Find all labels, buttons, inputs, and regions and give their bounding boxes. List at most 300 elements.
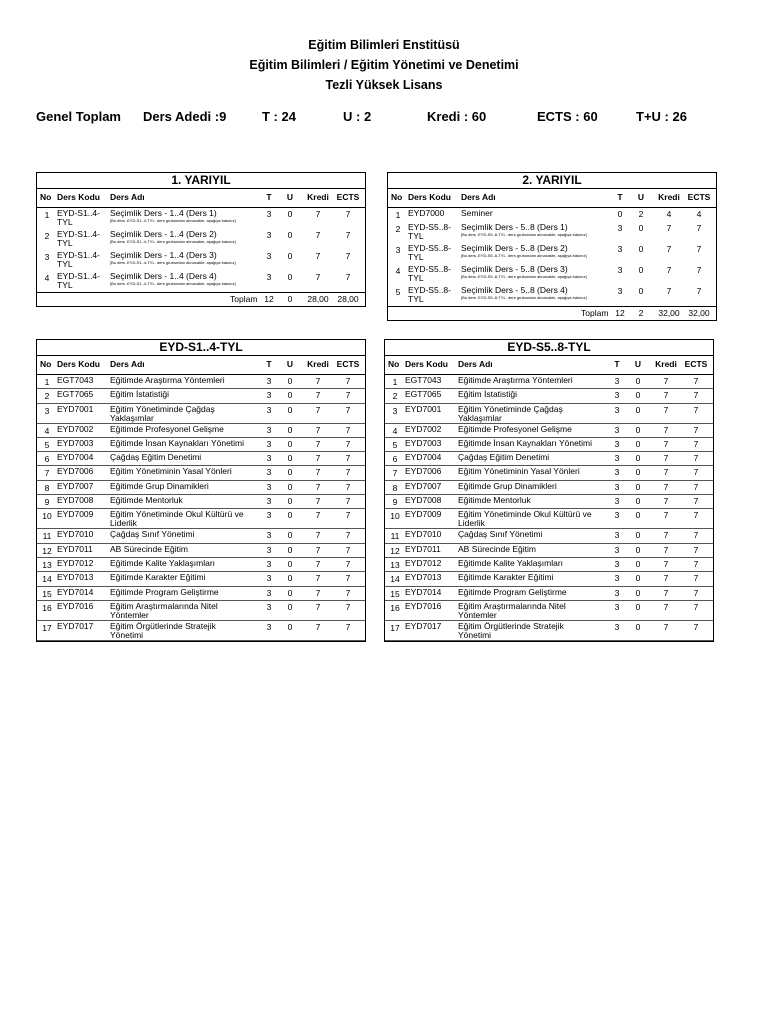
table-row — [37, 544, 365, 558]
course-ects: 7 — [693, 530, 699, 541]
row-no: 10 — [42, 511, 52, 522]
header-kredi: Kredi — [658, 192, 680, 202]
course-kredi: 7 — [315, 544, 321, 555]
course-u: 0 — [638, 265, 644, 275]
table-row — [37, 509, 365, 529]
course-code: EYD7006 — [57, 466, 94, 477]
course-name: Çağdaş Eğitim Denetimi — [458, 452, 550, 463]
course-kredi: 7 — [315, 481, 321, 492]
course-kredi: 7 — [315, 376, 321, 386]
row-no: 12 — [390, 545, 400, 556]
course-name: Eğitim Yönetiminde Çağdaş Yaklaşımlar — [110, 403, 215, 423]
row-no: 16 — [42, 602, 52, 613]
course-name: Eğitimde Karakter Eğitimi — [110, 572, 206, 583]
course-u: 0 — [635, 404, 641, 415]
course-kredi: 7 — [663, 438, 669, 449]
row-no: 6 — [392, 454, 398, 465]
course-u: 0 — [635, 438, 641, 449]
row-no: 15 — [390, 588, 400, 599]
course-code: EYD7003 — [57, 437, 94, 448]
course-code: EYD7013 — [405, 572, 442, 583]
row-no: 10 — [390, 511, 400, 522]
course-code: EYD7003 — [405, 437, 442, 448]
total-ects: 28,00 — [337, 294, 359, 304]
course-kredi: 7 — [315, 209, 321, 219]
row-no: 9 — [44, 497, 50, 508]
course-ects: 7 — [345, 251, 351, 261]
row-no: 5 — [392, 439, 398, 450]
row-no: 5 — [395, 287, 401, 297]
course-u: 0 — [287, 587, 293, 598]
group-s1-4-table — [36, 339, 366, 642]
course-t: 3 — [266, 558, 272, 569]
row-no: 7 — [44, 468, 50, 479]
course-t: 3 — [266, 404, 272, 415]
course-t: 3 — [614, 587, 620, 598]
course-name: Eğitimde İnsan Kaynakları Yönetimi — [110, 437, 245, 448]
course-u: 0 — [287, 272, 293, 282]
course-t: 3 — [614, 467, 620, 478]
course-name: Eğitimde Grup Dinamikleri — [458, 480, 557, 491]
header-kodu: Ders Kodu — [57, 192, 100, 202]
course-code: EGT7043 — [57, 375, 94, 385]
table-row — [37, 404, 365, 424]
column-header — [37, 189, 365, 208]
course-code: EYD7009 — [405, 509, 442, 520]
table-row — [388, 222, 716, 243]
course-ects: 7 — [345, 544, 351, 555]
course-u: 0 — [287, 481, 293, 492]
course-name: Eğitimde Araştırma Yöntemleri — [110, 375, 225, 385]
course-name: Eğitim Araştırmalarında Nitel Yöntemler — [110, 600, 218, 620]
table-row — [37, 601, 365, 621]
row-no: 4 — [44, 273, 50, 283]
course-kredi: 7 — [315, 496, 321, 507]
course-ects: 7 — [693, 424, 699, 435]
table-row — [385, 466, 713, 480]
table-row — [385, 558, 713, 572]
course-u: 0 — [638, 223, 644, 233]
course-u: 0 — [635, 467, 641, 478]
course-ects: 7 — [696, 223, 702, 233]
course-u: 0 — [287, 438, 293, 449]
summary-u: U : 2 — [343, 109, 372, 124]
row-no: 3 — [395, 245, 401, 255]
course-name: Eğitimde Grup Dinamikleri — [110, 480, 209, 491]
course-t: 3 — [614, 376, 620, 386]
total-label: Toplam — [230, 294, 258, 304]
total-label: Toplam — [581, 308, 609, 318]
course-name: Seminer — [461, 208, 493, 218]
course-ects: 7 — [345, 481, 351, 492]
course-code: EYD7017 — [57, 620, 94, 631]
course-name: Seçimlik Ders - 1..4 (Ders 4) — [110, 271, 217, 281]
course-name: Eğitim Yönetiminde Çağdaş Yaklaşımlar — [458, 403, 563, 423]
course-u: 0 — [635, 601, 641, 612]
course-u: 0 — [287, 496, 293, 507]
course-t: 3 — [266, 230, 272, 240]
course-code: EYD7009 — [57, 509, 94, 520]
table-row — [385, 424, 713, 438]
course-code: EYD-S5..8- TYL — [408, 285, 451, 304]
course-code: EYD7010 — [405, 529, 442, 540]
course-u: 0 — [287, 376, 293, 386]
course-kredi: 7 — [663, 601, 669, 612]
course-u: 0 — [638, 286, 644, 296]
header-no: No — [391, 192, 403, 202]
course-kredi: 7 — [315, 467, 321, 478]
course-ects: 7 — [345, 601, 351, 612]
table-row — [37, 587, 365, 601]
course-kredi: 7 — [663, 544, 669, 555]
course-t: 3 — [266, 376, 272, 386]
row-no: 2 — [395, 224, 401, 234]
header-u: U — [286, 359, 294, 369]
course-note: [Bu ders .EYD-S1..4-TYL. ders grubundan alınacaktır, aşağıya bakınız] — [110, 218, 236, 223]
course-t: 3 — [617, 223, 623, 233]
institute-title: Eğitim Bilimleri Enstitüsü — [308, 38, 460, 52]
total-u: 2 — [638, 308, 644, 318]
course-t: 3 — [614, 510, 620, 521]
course-t: 3 — [614, 390, 620, 401]
course-code: EYD7008 — [57, 495, 94, 506]
row-no: 4 — [395, 266, 401, 276]
course-ects: 7 — [693, 601, 699, 612]
course-ects: 7 — [693, 558, 699, 569]
row-no: 1 — [44, 210, 50, 220]
table-row — [37, 481, 365, 495]
header-ects: ECTS — [336, 359, 360, 369]
row-no: 16 — [390, 602, 400, 613]
course-u: 0 — [635, 481, 641, 492]
course-code: EYD7012 — [405, 557, 442, 568]
table-row — [385, 481, 713, 495]
course-code: EYD7001 — [57, 403, 94, 414]
course-code: EGT7043 — [405, 375, 442, 385]
course-name: Eğitim Yönetiminin Yasal Yönleri — [458, 466, 580, 477]
course-ects: 7 — [345, 438, 351, 449]
course-t: 3 — [266, 251, 272, 261]
course-ects: 4 — [696, 209, 702, 219]
course-kredi: 7 — [315, 390, 321, 401]
course-code: EYD7014 — [57, 586, 94, 597]
course-code: EYD-S1..4- TYL — [57, 271, 100, 290]
row-no: 5 — [44, 439, 50, 450]
course-name: Seçimlik Ders - 5..8 (Ders 3) — [461, 264, 568, 274]
course-u: 0 — [287, 251, 293, 261]
summary-genel: Genel Toplam — [36, 109, 121, 124]
row-no: 8 — [44, 482, 50, 493]
course-kredi: 7 — [315, 558, 321, 569]
course-code: EYD-S1..4- TYL — [57, 250, 100, 269]
row-no: 6 — [44, 454, 50, 465]
row-no: 17 — [42, 622, 52, 633]
course-name: Çağdaş Sınıf Yönetimi — [458, 529, 543, 540]
course-t: 3 — [266, 510, 272, 521]
course-kredi: 7 — [315, 510, 321, 521]
course-ects: 7 — [696, 244, 702, 254]
course-kredi: 7 — [663, 467, 669, 478]
table-row — [388, 243, 716, 264]
course-u: 0 — [287, 390, 293, 401]
header-no: No — [40, 192, 52, 202]
header-kredi: Kredi — [307, 359, 329, 369]
course-t: 3 — [614, 404, 620, 415]
table-row — [385, 621, 713, 641]
header-kodu: Ders Kodu — [57, 359, 100, 369]
course-name: Çağdaş Sınıf Yönetimi — [110, 529, 195, 540]
course-name: Eğitim Örgütlerinde Stratejik Yönetimi — [458, 620, 564, 640]
course-kredi: 7 — [315, 573, 321, 584]
course-kredi: 7 — [666, 223, 672, 233]
course-ects: 7 — [693, 496, 699, 507]
course-name: Seçimlik Ders - 1..4 (Ders 2) — [110, 229, 217, 239]
course-kredi: 7 — [666, 286, 672, 296]
course-code: EYD-S1..4- TYL — [57, 229, 100, 248]
course-name: Eğitim Yönetiminde Okul Kültürü ve Liderlik — [110, 509, 244, 529]
header-ects: ECTS — [336, 192, 360, 202]
course-ects: 7 — [345, 272, 351, 282]
course-ects: 7 — [693, 438, 699, 449]
table-row — [385, 587, 713, 601]
table-row — [385, 509, 713, 529]
course-t: 3 — [266, 390, 272, 401]
summary-t: T : 24 — [262, 109, 296, 124]
course-code: EYD7012 — [57, 557, 94, 568]
course-note: [Bu ders .EYD-S5..8-TYL. ders grubundan alınacaktır, aşağıya bakınız] — [461, 274, 587, 279]
course-code: EYD7016 — [405, 600, 442, 611]
course-name: Eğitimde Karakter Eğitimi — [458, 572, 554, 583]
row-no: 1 — [44, 377, 50, 387]
row-no: 13 — [42, 559, 52, 570]
table-row — [385, 452, 713, 466]
course-code: EGT7065 — [405, 389, 442, 400]
course-u: 0 — [635, 530, 641, 541]
course-kredi: 7 — [315, 438, 321, 449]
header-adi: Ders Adı — [110, 359, 145, 369]
header-ects: ECTS — [687, 192, 711, 202]
total-t: 12 — [615, 308, 625, 318]
header-no: No — [388, 359, 400, 369]
course-t: 3 — [266, 424, 272, 435]
course-code: EYD7000 — [408, 208, 445, 218]
course-t: 3 — [617, 265, 623, 275]
row-no: 9 — [392, 497, 398, 508]
course-t: 3 — [614, 496, 620, 507]
course-kredi: 7 — [663, 481, 669, 492]
course-name: Seçimlik Ders - 5..8 (Ders 1) — [461, 222, 568, 232]
course-kredi: 7 — [315, 424, 321, 435]
course-name: Eğitim Örgütlerinde Stratejik Yönetimi — [110, 620, 216, 640]
header-t: T — [266, 359, 272, 369]
row-no: 3 — [392, 405, 398, 416]
course-code: EYD7010 — [57, 529, 94, 540]
course-code: EYD7016 — [57, 600, 94, 611]
course-t: 3 — [614, 453, 620, 464]
course-t: 3 — [614, 438, 620, 449]
table-row — [385, 601, 713, 621]
row-no: 3 — [44, 405, 50, 416]
program-title: Tezli Yüksek Lisans — [325, 78, 443, 92]
course-name: Eğitim Yönetiminde Okul Kültürü ve Liderlik — [458, 509, 592, 529]
course-ects: 7 — [693, 453, 699, 464]
table-row — [385, 544, 713, 558]
course-ects: 7 — [345, 424, 351, 435]
table-title: EYD-S1..4-TYL — [37, 340, 365, 356]
course-u: 0 — [287, 621, 293, 632]
header-adi: Ders Adı — [110, 192, 145, 202]
header-t: T — [266, 192, 272, 202]
course-t: 3 — [614, 573, 620, 584]
course-t: 3 — [266, 438, 272, 449]
header-adi: Ders Adı — [458, 359, 493, 369]
semester-2-table — [387, 172, 717, 321]
course-kredi: 7 — [663, 404, 669, 415]
course-name: Seçimlik Ders - 5..8 (Ders 4) — [461, 285, 568, 295]
row-no: 2 — [44, 231, 50, 241]
course-t: 3 — [614, 544, 620, 555]
course-kredi: 7 — [666, 265, 672, 275]
course-t: 3 — [614, 601, 620, 612]
course-ects: 7 — [696, 286, 702, 296]
course-kredi: 7 — [315, 453, 321, 464]
row-no: 12 — [42, 545, 52, 556]
course-u: 0 — [287, 601, 293, 612]
table-row — [37, 558, 365, 572]
course-kredi: 7 — [663, 621, 669, 632]
course-name: Seçimlik Ders - 1..4 (Ders 1) — [110, 208, 217, 218]
course-name: Eğitimde Kalite Yaklaşımları — [458, 557, 564, 568]
course-kredi: 7 — [663, 530, 669, 541]
course-name: Eğitimde Profesyonel Gelişme — [110, 423, 224, 434]
course-ects: 7 — [693, 621, 699, 632]
row-no: 11 — [390, 531, 400, 542]
table-row — [388, 264, 716, 285]
row-no: 13 — [390, 559, 400, 570]
course-u: 0 — [287, 209, 293, 219]
header-u: U — [637, 192, 645, 202]
row-no: 17 — [390, 622, 400, 633]
row-no: 8 — [392, 482, 398, 493]
row-no: 1 — [392, 377, 398, 387]
course-u: 0 — [287, 424, 293, 435]
total-row — [37, 292, 365, 306]
course-kredi: 7 — [315, 621, 321, 632]
course-code: EYD7001 — [405, 403, 442, 414]
course-kredi: 7 — [663, 510, 669, 521]
course-u: 0 — [287, 404, 293, 415]
summary-tu: T+U : 26 — [636, 109, 687, 124]
course-ects: 7 — [345, 530, 351, 541]
course-code: EYD-S5..8- TYL — [408, 264, 451, 283]
course-note: [Bu ders .EYD-S5..8-TYL. ders grubundan alınacaktır, aşağıya bakınız] — [461, 253, 587, 258]
total-kredi: 28,00 — [307, 294, 329, 304]
course-name: Seçimlik Ders - 5..8 (Ders 2) — [461, 243, 568, 253]
course-t: 3 — [266, 467, 272, 478]
header-kredi: Kredi — [307, 192, 329, 202]
course-name: Eğitimde Kalite Yaklaşımları — [110, 557, 216, 568]
course-name: Eğitimde Mentorluk — [110, 495, 183, 506]
course-code: EYD7008 — [405, 495, 442, 506]
header-t: T — [617, 192, 623, 202]
table-row — [37, 229, 365, 250]
header-kodu: Ders Kodu — [408, 192, 451, 202]
course-t: 3 — [266, 621, 272, 632]
course-t: 3 — [614, 530, 620, 541]
course-code: EYD7007 — [57, 480, 94, 491]
course-kredi: 7 — [663, 587, 669, 598]
course-name: Eğitim Yönetiminin Yasal Yönleri — [110, 466, 232, 477]
course-u: 0 — [287, 530, 293, 541]
table-row — [37, 572, 365, 586]
course-note: [Bu ders .EYD-S1..4-TYL. ders grubundan alınacaktır, aşağıya bakınız] — [110, 260, 236, 265]
course-kredi: 7 — [315, 272, 321, 282]
course-note: [Bu ders .EYD-S5..8-TYL. ders grubundan alınacaktır, aşağıya bakınız] — [461, 295, 587, 300]
course-u: 0 — [635, 496, 641, 507]
row-no: 4 — [44, 425, 50, 436]
course-note: [Bu ders .EYD-S1..4-TYL. ders grubundan alınacaktır, aşağıya bakınız] — [110, 281, 236, 286]
course-code: EYD7013 — [57, 572, 94, 583]
course-ects: 7 — [345, 621, 351, 632]
course-t: 0 — [617, 209, 623, 219]
course-kredi: 7 — [315, 587, 321, 598]
course-t: 3 — [266, 496, 272, 507]
course-t: 3 — [266, 587, 272, 598]
table-row — [385, 375, 713, 389]
course-ects: 7 — [693, 390, 699, 401]
course-code: EYD7004 — [405, 452, 442, 463]
table-row — [37, 250, 365, 271]
table-row — [37, 621, 365, 641]
course-code: EYD7014 — [405, 586, 442, 597]
course-code: EYD7011 — [405, 543, 441, 554]
course-u: 0 — [287, 510, 293, 521]
course-u: 0 — [287, 544, 293, 555]
course-name: Eğitim İstatistiği — [458, 389, 518, 400]
course-t: 3 — [614, 424, 620, 435]
course-ects: 7 — [345, 467, 351, 478]
row-no: 7 — [392, 468, 398, 479]
row-no: 3 — [44, 252, 50, 262]
course-ects: 7 — [693, 587, 699, 598]
course-u: 0 — [635, 376, 641, 386]
table-row — [37, 529, 365, 543]
course-kredi: 7 — [663, 424, 669, 435]
course-t: 3 — [266, 272, 272, 282]
course-kredi: 4 — [666, 209, 672, 219]
course-code: EYD7011 — [57, 543, 93, 554]
table-row — [37, 389, 365, 403]
table-row — [385, 404, 713, 424]
course-name: Eğitimde Profesyonel Gelişme — [458, 423, 572, 434]
course-u: 0 — [635, 544, 641, 555]
course-t: 3 — [614, 481, 620, 492]
course-kredi: 7 — [315, 530, 321, 541]
total-u: 0 — [287, 294, 293, 304]
row-no: 1 — [395, 210, 401, 220]
course-name: Seçimlik Ders - 1..4 (Ders 3) — [110, 250, 217, 260]
course-kredi: 7 — [315, 601, 321, 612]
row-no: 14 — [390, 574, 400, 585]
total-kredi: 32,00 — [658, 308, 680, 318]
course-ects: 7 — [345, 404, 351, 415]
course-name: Eğitim İstatistiği — [110, 389, 170, 400]
course-code: EYD7017 — [405, 620, 442, 631]
course-ects: 7 — [345, 573, 351, 584]
course-ects: 7 — [345, 390, 351, 401]
course-ects: 7 — [345, 376, 351, 386]
row-no: 4 — [392, 425, 398, 436]
